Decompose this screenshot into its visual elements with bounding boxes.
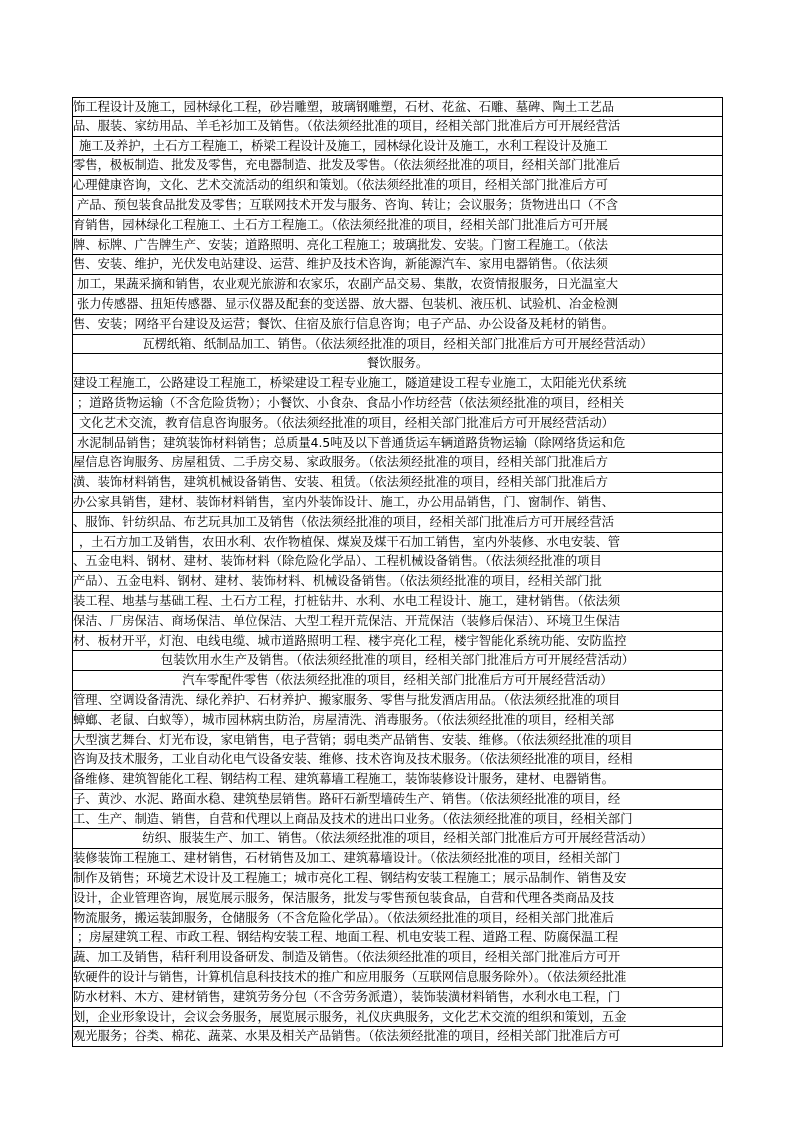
business-scope-text: 汽车零配件零售（依法须经批准的项目，经相关部门批准后方可开展经营活动） [182, 673, 613, 688]
table-row [73, 414, 722, 434]
business-scope-text: 保洁、厂房保洁、商场保洁、单位保洁、大型工程开荒保洁、开荒保洁（装修后保洁）、环境卫生保洁 [73, 613, 621, 628]
business-scope-text: 品、服装、家纺用品、羊毛衫加工及销售。（依法须经批准的项目，经相关部门批准后方可开展经营活 [73, 118, 621, 133]
table-row [73, 572, 722, 592]
table-row [73, 671, 722, 691]
business-scope-text: 包装饮用水生产及销售。（依法须经批准的项目，经相关部门批准后方可开展经营活动） [160, 653, 635, 668]
business-scope-text: 施工及养护，土石方工程施工，桥梁工程设计及施工，园林绿化设计及施工，水利工程设计及施工 [79, 138, 608, 153]
business-scope-text: 划，企业形象设计，会议会务服务，展览展示服务，礼仪庆典服务，文化艺术交流的组织和策划，五金 [73, 1009, 627, 1024]
table-row [73, 869, 722, 889]
table-row [73, 612, 722, 632]
business-scope-text: ；房屋建筑工程、市政工程、钢结构安装工程、地面工程、机电安装工程、道路工程、防腐保温工程 [77, 930, 619, 945]
scope-table [72, 97, 723, 1047]
table-row [73, 889, 722, 909]
business-scope-text: 咨询及技术服务，工业自动化电气设备安装、维修、技术咨询及技术服务。（依法须经批准的项目，经相 [73, 752, 633, 767]
table-row [73, 176, 722, 196]
table-row [73, 335, 722, 355]
business-scope-text: 管理、空调设备清洗、绿化养护、石材养护、搬家服务、零售与批发酒店用品。（依法须经批准的项目 [73, 692, 621, 707]
business-scope-text: 物流服务，搬运装卸服务，仓储服务（不含危险化学品）。（依法须经批准的项目，经相关部门批准后 [73, 910, 615, 925]
table-row [73, 513, 722, 533]
table-row [73, 691, 722, 711]
table-row [73, 988, 722, 1008]
business-scope-text: 零售，极板制造、批发及零售，充电器制造、批发及零售。（依法须经批准的项目，经相关部门批准后 [73, 158, 621, 173]
table-row [73, 909, 722, 929]
business-scope-text: 观光服务；谷类、棉花、蔬菜、水果及相关产品销售。（依法须经批准的项目，经相关部门批准后方可 [73, 1029, 621, 1044]
table-row [73, 493, 722, 513]
table-row [73, 968, 722, 988]
business-scope-text: ，土石方加工及销售，农田水利、农作物植保、煤炭及煤干石加工销售，室内外装修、水电安装、管 [79, 534, 621, 549]
business-scope-text: 售、安装、维护，光伏发电站建设、运营、维护及技术咨询，新能源汽车、家用电器销售。（依法须 [73, 257, 608, 272]
table-row [73, 810, 722, 830]
table-row [73, 711, 722, 731]
business-scope-text: 制作及销售；环境艺术设计及工程施工；城市亮化工程、钢结构安装工程施工；展示品制作、销售及安 [73, 871, 627, 886]
table-row [73, 394, 722, 414]
business-scope-text: 装修装饰工程施工、建材销售，石材销售及加工、建筑幕墙设计。（依法须经批准的项目，经相关部门 [73, 851, 621, 866]
business-scope-text: 加工，果蔬采摘和销售，农业观光旅游和农家乐，农副产品交易、集散，农资情报服务，日光温室大 [77, 277, 619, 292]
business-scope-text: 水泥制品销售；建筑装饰材料销售；总质量4.5吨及以下普通货运车辆道路货物运输（除网络货运和危 [77, 435, 626, 450]
table-row [73, 651, 722, 671]
table-row [73, 236, 722, 256]
business-scope-text: 子、黄沙、水泥、路面水稳、建筑垫层销售。路矸石新型墙砖生产、销售。（依法须经批准的项目，经 [73, 791, 621, 806]
business-scope-text: 蟑螂、老鼠、白蚁等），城市园林病虫防治，房屋清洗、消毒服务。（依法须经批准的项目，经相关部 [73, 712, 615, 727]
business-scope-text: 大型演艺舞台、灯光布设，家电销售，电子营销；弱电类产品销售、安装、维修。（依法须经批准的项目 [73, 732, 633, 747]
business-scope-text: 文化艺术交流，教育信息咨询服务。（依法须经批准的项目，经相关部门批准后方可开展经营活动） [79, 415, 614, 430]
table-row [73, 315, 722, 335]
business-scope-text: 、服饰、针纺织品、布艺玩具加工及销售（依法须经批准的项目，经相关部门批准后方可开展经营活 [73, 514, 615, 529]
business-scope-text: 防水材料、木方、建材销售，建筑劳务分包（不含劳务派遣），装饰装潢材料销售，水利水电工程，门 [73, 989, 621, 1004]
business-scope-text: 材、板材开平，灯泡、电线电缆、城市道路照明工程、楼宇亮化工程，楼宇智能化系统功能、安防监控 [73, 633, 627, 648]
business-scope-text: 软硬件的设计与销售，计算机信息科技技术的推广和应用服务（互联网信息服务除外）。（依法须经批准 [73, 970, 627, 985]
business-scope-text: ；道路货物运输（不含危险货物）；小餐饮、小食杂、食品小作坊经营（依法须经批准的项目，经相关 [77, 395, 625, 410]
table-row [73, 117, 722, 137]
business-scope-text: 备维修、建筑智能化工程、钢结构工程、建筑幕墙工程施工，装饰装修设计服务，建材、电器销售。 [73, 772, 615, 787]
table-row [73, 156, 722, 176]
table-row [73, 255, 722, 275]
table-row [73, 790, 722, 810]
business-scope-text: 牌、标牌、广告牌生产、安装；道路照明、亮化工程施工；玻璃批发、安装。门窗工程施工。（依法 [73, 237, 608, 252]
table-row [73, 592, 722, 612]
business-scope-text: 育销售，园林绿化工程施工、土石方工程施工。（依法须经批准的项目，经相关部门批准后方可开展 [73, 217, 608, 232]
table-row [73, 453, 722, 473]
business-scope-text: 心理健康咨询，文化、艺术交流活动的组织和策划。（依法须经批准的项目，经相关部门批准后方可 [73, 178, 608, 193]
business-scope-text: 建设工程施工，公路建设工程施工，桥梁建设工程专业施工，隧道建设工程专业施工，太阳能光伏系统 [73, 376, 627, 391]
table-row [73, 196, 722, 216]
table-row [73, 275, 722, 295]
business-scope-text: 办公家具销售，建材、装饰材料销售，室内外装饰设计、施工，办公用品销售，门、窗制作、销售、 [73, 494, 615, 509]
table-row [73, 632, 722, 652]
table-row [73, 137, 722, 157]
business-scope-text: 屋信息咨询服务、房屋租赁、二手房交易、家政服务。（依法须经批准的项目，经相关部门批准后方 [73, 455, 608, 470]
table-row [73, 849, 722, 869]
business-scope-text: 张力传感器、扭矩传感器、显示仪器及配套的变送器、放大器、包装机、液压机、试验机、冶金检测 [77, 296, 619, 311]
business-scope-text: 蔬、加工及销售，秸秆利用设备研发、制造及销售。（依法须经批准的项目，经相关部门批准后方可开 [73, 950, 621, 965]
table-row [73, 374, 722, 394]
table-row [73, 97, 722, 117]
business-scope-text: 产品）、五金电料、钢材、建材、装饰材料、机械设备销售。（依法须经批准的项目，经相关部门批 [73, 574, 602, 589]
business-scope-text: 纺织、服装生产、加工、销售。（依法须经批准的项目，经相关部门批准后方可开展经营活动） [142, 831, 653, 846]
business-scope-text: 瓦楞纸箱、纸制品加工、销售。（依法须经批准的项目，经相关部门批准后方可开展经营活动） [142, 336, 653, 351]
table-row [73, 770, 722, 790]
business-scope-text: 装工程、地基与基础工程、土石方工程，打桩钻井、水利、水电工程设计、施工，建材销售。（依法须 [73, 593, 621, 608]
business-scope-text: 产品、预包装食品批发及零售；互联网技术开发与服务、咨询、转让；会议服务；货物进出口（不含 [77, 197, 619, 212]
table-row [73, 928, 722, 948]
table-row [73, 731, 722, 751]
business-scope-text: 潢、装饰材料销售，建筑机械设备销售、安装、租赁。（依法须经批准的项目，经相关部门批准后方 [73, 475, 608, 490]
business-scope-text: 饰工程设计及施工，园林绿化工程，砂岩雕塑，玻璃钢雕塑，石材、花盆、石雕、墓碑、陶土工艺品 [73, 100, 615, 114]
table-row [73, 216, 722, 236]
business-scope-text: 、五金电料、钢材、建材、装饰材料（除危险化学品）、工程机械设备销售。（依法须经批准的项目 [73, 554, 602, 569]
table-row [73, 750, 722, 770]
business-scope-text: 工、生产、制造、销售，自营和代理以上商品及技术的进出口业务。（依法须经批准的项目，经相关部门 [73, 811, 633, 826]
business-scope-text: 餐饮服务。 [366, 356, 429, 371]
table-row [73, 948, 722, 968]
table-row [73, 829, 722, 849]
table-row [73, 295, 722, 315]
table-row [73, 473, 722, 493]
table-row [73, 1027, 722, 1047]
table-row [73, 533, 722, 553]
business-scope-text: 设计，企业管理咨询，展览展示服务，保洁服务，批发与零售预包装食品，自营和代理各类商品及技 [73, 890, 615, 905]
table-row [73, 354, 722, 374]
table-row [73, 434, 722, 454]
business-scope-text: 售、安装；网络平台建设及运营；餐饮、住宿及旅行信息咨询；电子产品、办公设备及耗材的销售。 [73, 316, 615, 331]
table-row [73, 552, 722, 572]
table-row [73, 1008, 722, 1028]
